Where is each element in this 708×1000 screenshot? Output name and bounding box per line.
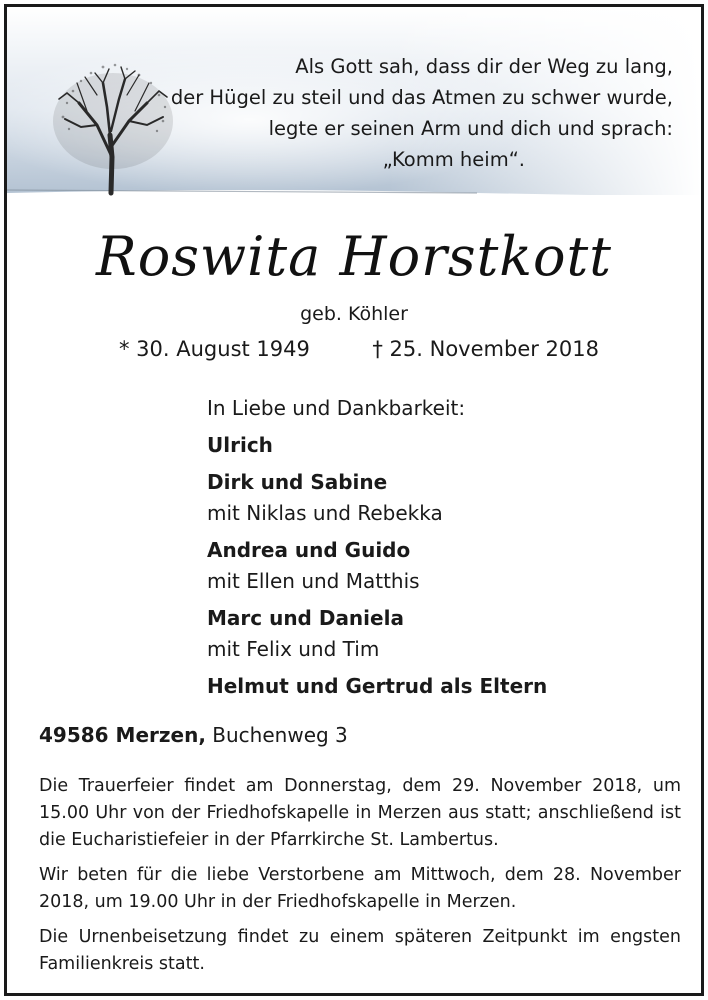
deceased-name: Roswita Horstkott: [96, 225, 612, 288]
life-dates: [119, 337, 599, 361]
verse-line: Als Gott sah, dass dir der Weg zu lang,: [295, 55, 673, 78]
mourner-children: mit Felix und Tim: [207, 637, 380, 661]
mourner-name: Andrea und Guido: [207, 538, 411, 562]
mourner-name: Dirk und Sabine: [207, 470, 388, 494]
mourner-children: mit Niklas und Rebekka: [207, 501, 443, 525]
verse-line: der Hügel zu steil und das Atmen zu schwer wurde,: [170, 86, 673, 109]
verse-line: „Komm heim“.: [382, 148, 525, 171]
death-date: † 25. November 2018: [372, 337, 599, 361]
address-city: 49586 Merzen,: [39, 723, 206, 747]
address-street: Buchenweg 3: [212, 723, 348, 747]
urn-info: Die Urnenbeisetzung findet zu einem späteren Zeitpunkt im engsten Familienkreis statt.: [39, 927, 681, 974]
obituary-notice: [4, 4, 704, 996]
mourner-name: Marc und Daniela: [207, 606, 404, 630]
mourners-intro: In Liebe und Dankbarkeit:: [207, 396, 466, 420]
birth-date: * 30. August 1949: [119, 337, 310, 361]
mourner-name: Ulrich: [207, 433, 273, 457]
funeral-info: Die Trauerfeier findet am Donnerstag, dem 29. November 2018, um 15.00 Uhr von der Friedhofskapelle in Merzen aus statt; anschließend ist die Eucharistiefeier in der Pfarrkirche St. Lambertus.: [39, 776, 681, 850]
verse-line: legte er seinen Arm und dich und sprach:: [268, 117, 673, 140]
address: [39, 723, 348, 747]
verse: [153, 51, 673, 175]
prayer-info: Wir beten für die liebe Verstorbene am Mittwoch, dem 28. November 2018, um 19.00 Uhr in der Friedhofskapelle in Merzen.: [39, 865, 681, 912]
service-details: [39, 773, 681, 986]
mourners-list: [207, 393, 667, 702]
header-illustration: [7, 7, 701, 203]
maiden-name: geb. Köhler: [300, 303, 408, 325]
mourner-name: Helmut und Gertrud als Eltern: [207, 674, 548, 698]
mourner-children: mit Ellen und Matthis: [207, 569, 420, 593]
